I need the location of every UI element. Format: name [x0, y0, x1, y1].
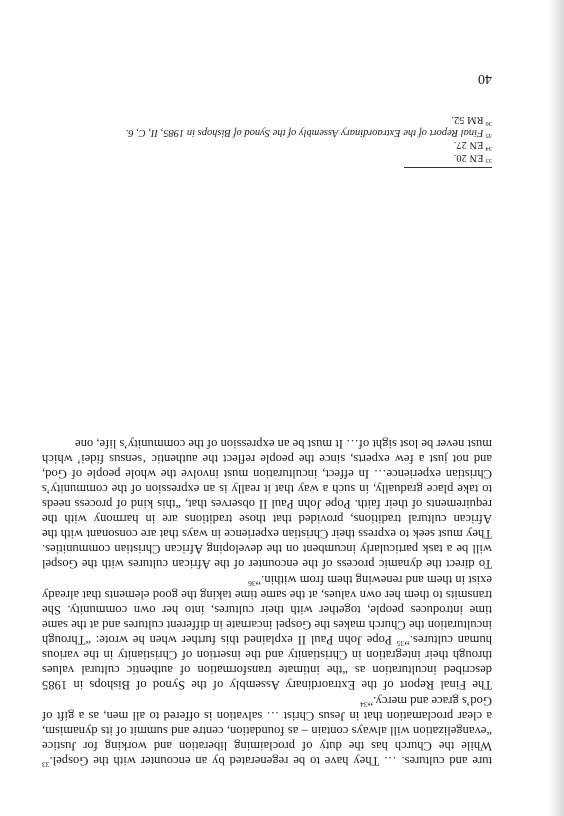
page-edge-shadow — [548, 0, 564, 816]
paragraph-text: To direct the dynamic process of the encounter of the African cultures with the Gospel will be a task particularly incumbent on the developing African Christian communities. They must seek to express their Christian experience in ways that are consonant with the African cultural traditions, provided that those traditions are in harmony with the requirements of their faith. Pope John Paul II observes that, “this kind of process needs to take place gradually, in such a way that it really is an expression of the community’s Christian experience… In effect, inculturation must involve the whole people of God, and not just a few experts, since the people reflect the authentic ‘sensus fidei’ which must never be lost sight of… It must be an expression of the community’s life, one — [42, 437, 492, 571]
page-number: 40 — [478, 71, 492, 86]
footnote-text: Final Report of the Extraordinary Assembly of the Synod of Bishops in 1985, II, C, 6. — [125, 127, 484, 138]
footnote — [42, 138, 492, 151]
paragraph-text: Pope John Paul II explained this further when he wrote: “Through inculturation the Church makes the Gospel incarnate in different cultures and at the same time introduces people, together with their cultures, into her own community. She transmits to them her own values, at the same time taking the good elements that already exist in them and renewing them from within.” — [42, 573, 492, 647]
footnotes — [42, 113, 492, 163]
footnote — [42, 151, 492, 164]
footnote-text: EN 27. — [453, 139, 484, 151]
paragraph-text: ture and cultures. … They have to be regenerated by an encounter with the Gospel. — [49, 754, 492, 768]
footnote-text: RM 52. — [451, 114, 484, 126]
footnote — [42, 113, 492, 126]
footnote — [42, 126, 492, 139]
paragraph — [42, 436, 492, 571]
footnote-text: EN 20. — [453, 152, 484, 163]
footnote-separator — [404, 167, 492, 168]
footnote-reference: 34 — [360, 700, 368, 710]
paragraph — [42, 572, 492, 692]
footnote-reference: 36 — [248, 579, 256, 589]
footnote-number: 36 — [485, 120, 492, 127]
footnote-number: 33 — [485, 157, 492, 165]
paragraph — [42, 693, 492, 768]
paragraph-text: The Final Report of the Extraordinary Assembly of the Synod of Bishops in 1985 described inculturation as “the intimate transformation of authentic cultural values through their integration in Christianity and the insertion of Christianity in the various human cultures.” — [42, 633, 492, 692]
footnote-reference: 33 — [42, 760, 50, 770]
footnote-number: 35 — [485, 132, 492, 140]
footnote-number: 34 — [485, 145, 492, 152]
footnote-reference: 35 — [396, 639, 405, 649]
body-text — [42, 436, 492, 768]
paragraph-text: While the Church has the duty of proclaiming liberation and working for Justice “evangelization will always contain – as foundation, centre and summit of its dynamism, a clear proclamation that in Jesus Christ … salvation is offered to all men, as a gift of God’s grace and mercy.” — [42, 694, 492, 753]
